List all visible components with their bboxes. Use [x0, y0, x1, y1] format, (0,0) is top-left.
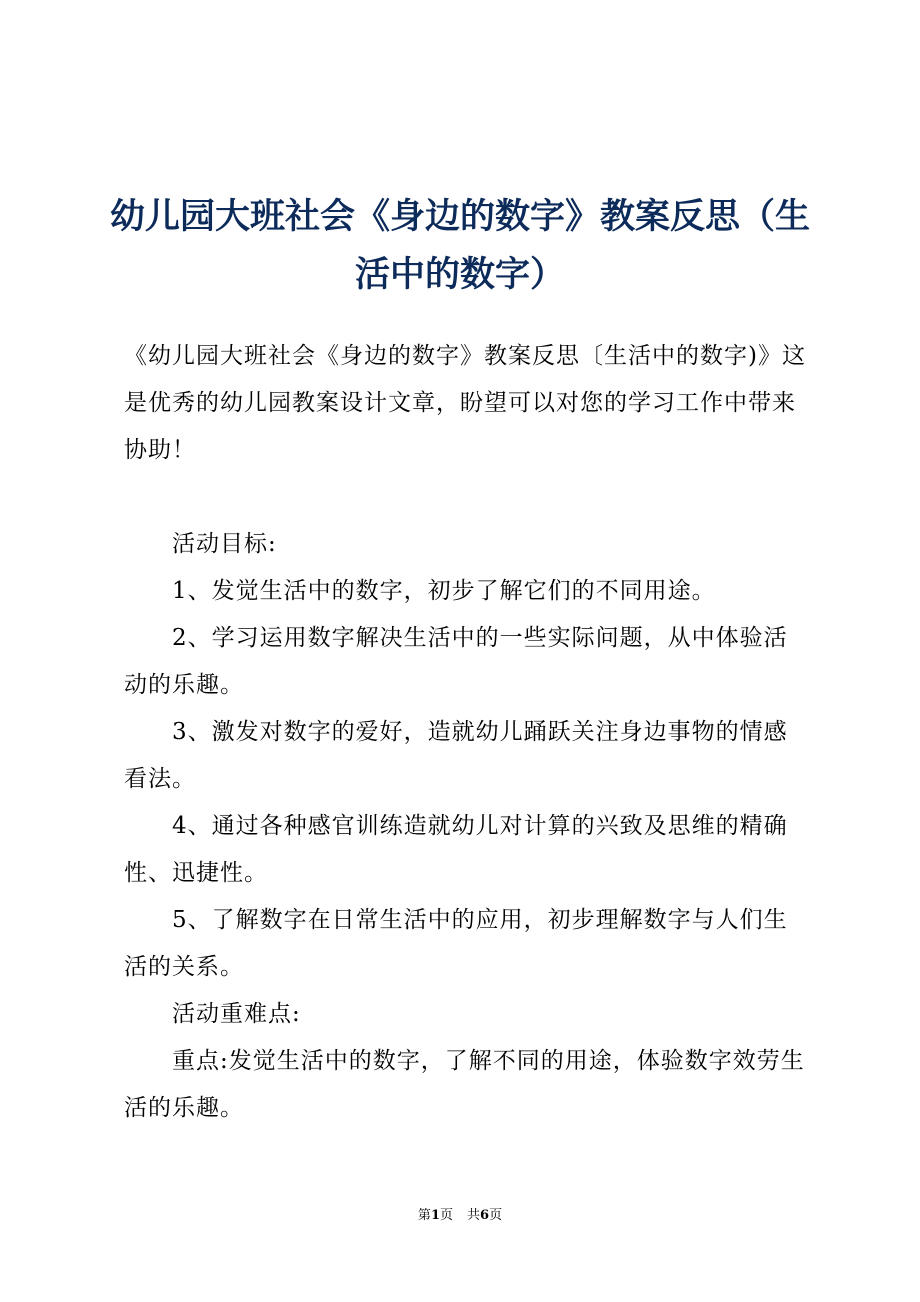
- total-suffix: 页: [489, 1208, 503, 1223]
- intro-paragraph: 《幼儿园大班社会《身边的数字》教案反思〔生活中的数字)》这是优秀的幼儿园教案设计文章，盼望可以对您的学习工作中带来协助！: [124, 343, 806, 463]
- page-footer: [0, 1207, 920, 1225]
- document-title: 幼儿园大班社会《身边的数字》教案反思（生活中的数字）: [110, 196, 811, 295]
- section-heading-key-points: 活动重难点:: [172, 1001, 301, 1027]
- objective-item-2: 2、学习运用数字解决生活中的一些实际问题，从中体验活动的乐趣。: [124, 625, 788, 698]
- total-prefix: 共: [467, 1208, 481, 1223]
- objective-item-3: 3、激发对数字的爱好，造就幼儿踊跃关注身边事物的情感看法。: [124, 719, 788, 792]
- page-current: 1: [430, 1208, 440, 1223]
- page-suffix: 页: [439, 1208, 453, 1223]
- key-point-paragraph: 重点:发觉生活中的数字，了解不同的用途，体验数字效劳生活的乐趣。: [124, 1048, 805, 1121]
- page-total: 6: [480, 1208, 490, 1223]
- objective-item-4: 4、通过各种感官训练造就幼儿对计算的兴致及思维的精确性、迅捷性。: [124, 813, 788, 886]
- objective-item-1: 1、发觉生活中的数字，初步了解它们的不同用途。: [172, 578, 716, 604]
- document-body: [124, 333, 808, 1132]
- objective-item-5: 5、了解数字在日常生活中的应用，初步理解数字与人们生活的关系。: [124, 907, 788, 980]
- section-heading-objectives: 活动目标:: [172, 531, 277, 557]
- page-prefix: 第: [417, 1208, 431, 1223]
